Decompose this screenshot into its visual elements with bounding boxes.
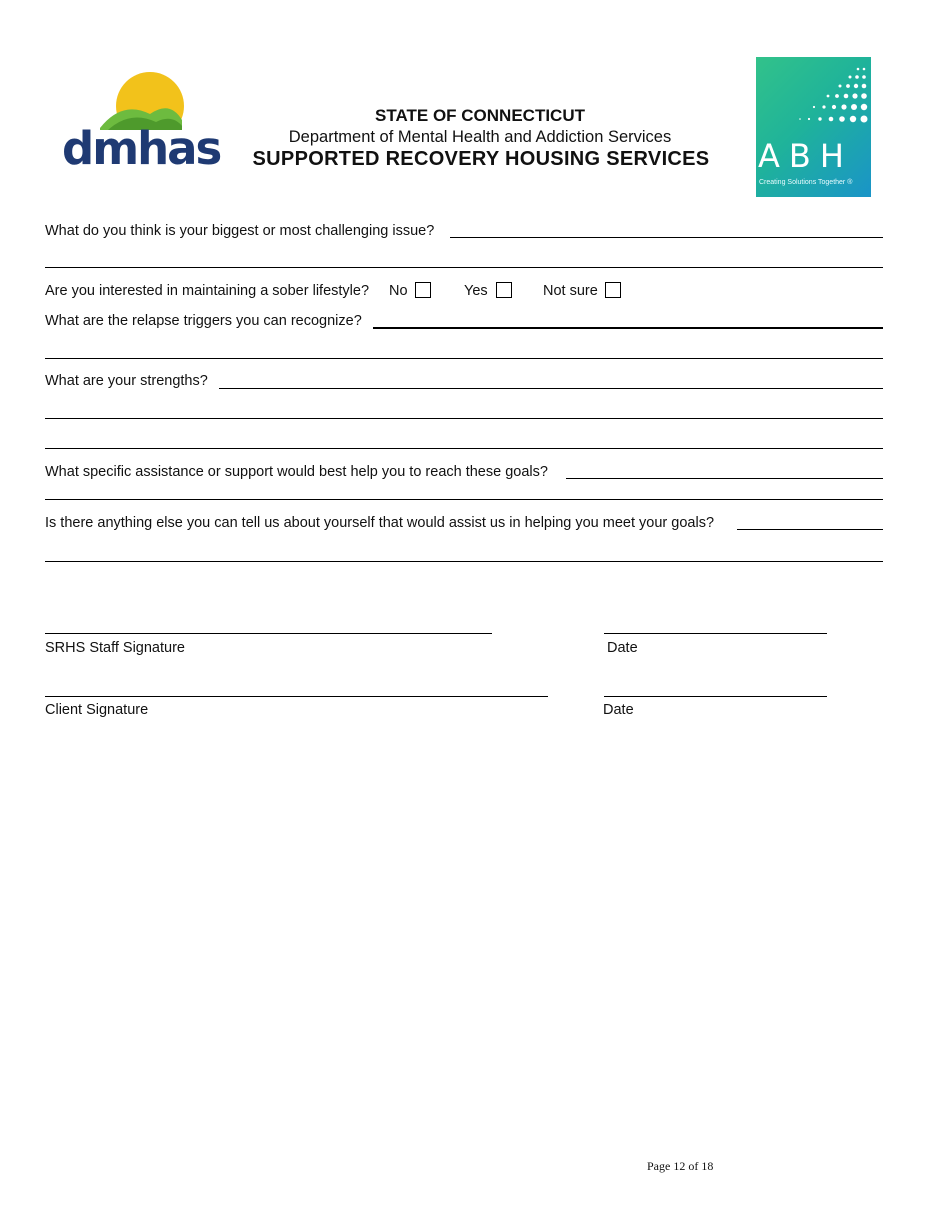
checkbox-yes[interactable] <box>496 282 512 298</box>
staff-date-line[interactable] <box>604 633 827 634</box>
question-sober <box>45 282 369 300</box>
answer-line-anything-else-2[interactable] <box>45 561 883 562</box>
checkbox-not-sure[interactable] <box>605 282 621 298</box>
staff-signature-line[interactable] <box>45 633 492 634</box>
option-yes-label: Yes <box>464 283 488 299</box>
abh-wordmark: ABH <box>758 137 853 175</box>
program-title: SUPPORTED RECOVERY HOUSING SERVICES <box>252 148 710 170</box>
answer-line-challenge-1[interactable] <box>450 237 883 238</box>
client-signature-label: Client Signature <box>45 702 149 718</box>
abh-logo <box>756 57 871 197</box>
answer-line-assistance-2[interactable] <box>45 499 883 500</box>
page-number: Page 12 of 18 <box>647 1159 714 1173</box>
option-no-label: No <box>389 283 408 299</box>
option-no <box>389 282 431 300</box>
answer-line-challenge-2[interactable] <box>45 267 883 268</box>
question-challenge: What do you think is your biggest or most challenging issue? <box>45 223 435 239</box>
abh-tagline: Creating Solutions Together ® <box>759 179 853 186</box>
client-date-label: Date <box>603 702 634 718</box>
answer-line-assistance-1[interactable] <box>566 478 883 479</box>
option-yes <box>464 282 512 300</box>
client-date-line[interactable] <box>604 696 827 697</box>
option-not-sure <box>543 282 621 300</box>
staff-date-label: Date <box>607 640 638 656</box>
question-triggers: What are the relapse triggers you can recognize? <box>45 313 362 329</box>
checkbox-no[interactable] <box>415 282 431 298</box>
question-assistance: What specific assistance or support would best help you to reach these goals? <box>45 464 548 480</box>
option-not-sure-label: Not sure <box>543 283 598 299</box>
question-strengths: What are your strengths? <box>45 373 208 389</box>
answer-line-strengths-2[interactable] <box>45 418 883 419</box>
client-signature-line[interactable] <box>45 696 548 697</box>
state-title: STATE OF CONNECTICUT <box>375 106 585 125</box>
question-anything-else: Is there anything else you can tell us about yourself that would assist us in helping you meet your goals? <box>45 515 715 531</box>
dot-grid-icon <box>796 65 868 131</box>
staff-signature-label: SRHS Staff Signature <box>45 640 185 656</box>
question-sober-label: Are you interested in maintaining a sober lifestyle? <box>45 283 370 299</box>
answer-line-strengths-1[interactable] <box>219 388 883 389</box>
answer-line-triggers-1[interactable] <box>373 327 883 329</box>
dmhas-wordmark: dmhas <box>62 122 221 175</box>
dmhas-logo <box>60 70 221 178</box>
sun-over-hills-icon <box>60 70 185 130</box>
answer-line-anything-else-1[interactable] <box>737 529 883 530</box>
answer-line-strengths-3[interactable] <box>45 448 883 449</box>
department-title: Department of Mental Health and Addiction Services <box>288 128 672 146</box>
answer-line-triggers-2[interactable] <box>45 358 883 359</box>
